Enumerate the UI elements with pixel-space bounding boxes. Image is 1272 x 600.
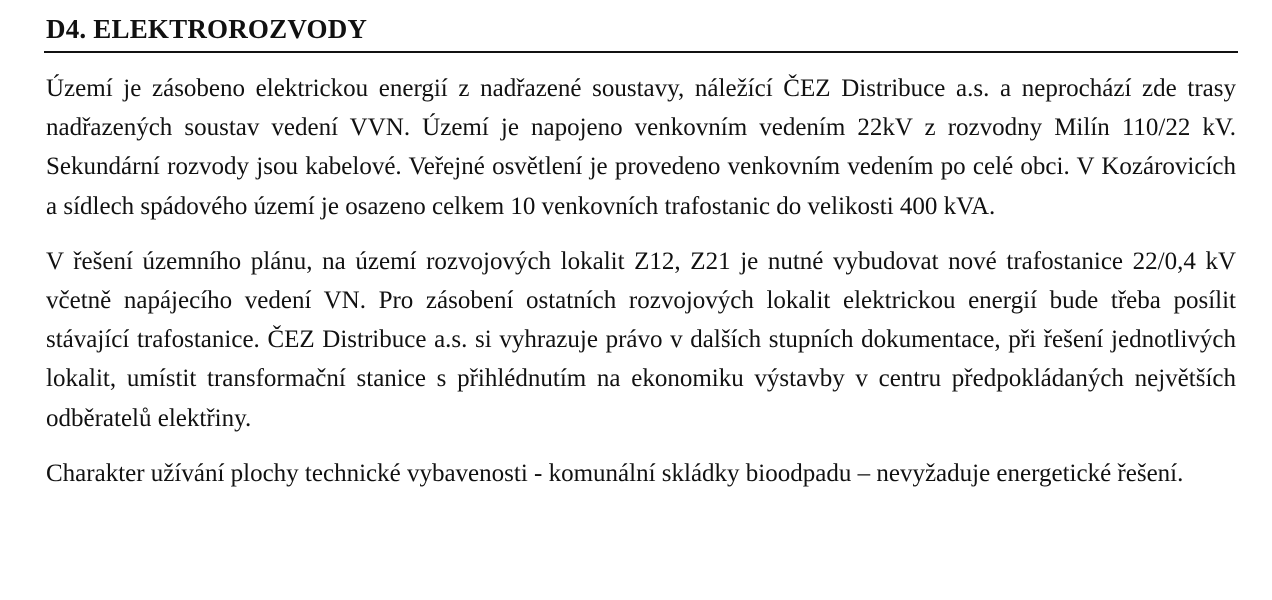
section-heading: D4. ELEKTROROZVODY bbox=[46, 14, 368, 44]
paragraph-power-supply: Území je zásobeno elektrickou energií z nadřazené soustavy, náležící ČEZ Distribuce a.s. a neprochází zde trasy nadřazených soustav vedení VVN. Území je napojeno venkovním vedením 22kV z rozvodny Milín 110/22 kV. Sekundární rozvody jsou kabelové. Veřejné osvětlení je provedeno venkovním vedením po celé obci. V Kozárovicích a sídlech spádového území je osazeno celkem 10 venkovních trafostanic do velikosti 400 kVA. bbox=[46, 75, 1236, 220]
paragraph-bio-waste-site: Charakter užívání plochy technické vybavenosti - komunální skládky bioodpadu – nevyžaduje energetické řešení. bbox=[46, 459, 1184, 487]
document-page bbox=[46, 0, 1236, 493]
paragraph-development-plan: V řešení územního plánu, na území rozvojových lokalit Z12, Z21 je nutné vybudovat nové trafostanice 22/0,4 kV včetně napájecího vedení VN. Pro zásobení ostatních rozvojových lokalit elektrickou energií bude třeba posílit stávající trafostanice. ČEZ Distribuce a.s. si vyhrazuje právo v dalších stupních dokumentace, při řešení jednotlivých lokalit, umístit transformační stanice s přihlédnutím na ekonomiku výstavby v centru předpokládaných největších odběratelů elektřiny. bbox=[46, 247, 1236, 432]
heading-underline bbox=[44, 51, 1238, 53]
